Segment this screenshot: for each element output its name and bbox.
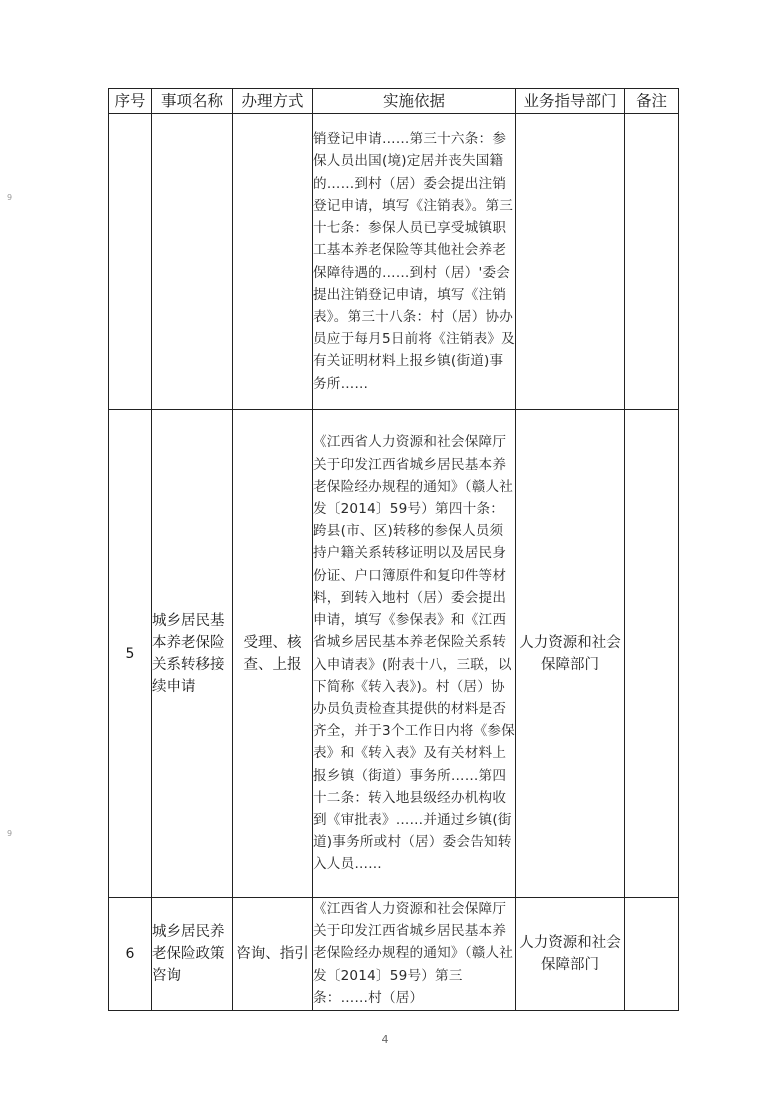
row-handling-method <box>233 114 313 410</box>
scan-edge-mark: 9 <box>7 829 13 838</box>
page-number: 4 <box>381 1033 389 1046</box>
header-item-name: 事项名称 <box>152 89 233 114</box>
row-legal-basis-text: 《江西省人力资源和社会保障厅关于印发江西省城乡居民基本养老保险经办规程的通知》（赣人社发〔2014〕59号）第三条：……村（居） <box>313 901 514 1006</box>
row-serial-number <box>109 114 152 410</box>
table-row <box>109 410 679 898</box>
row-legal-basis: 《江西省人力资源和社会保障厅关于印发江西省城乡居民基本养老保险经办规程的通知》（赣人社发〔2014〕59号）第四十条：跨县(市、区)转移的参保人员须持户籍关系转移证明以及居民身份证、户口簿原件和复印件等材料，到转入地村（居）委会提出申请，填写《参保表》和《江西省城乡居民基本养老保险关系转入申请表》(附表十八，三联，以下简称《转入表》)。村（居）协办员负责检查其提供的材料是否齐全，并于3个工作日内将《参保表》和《转入表》及有关材料上报乡镇（街道）事务所……第四十二条：转入地县级经办机构收到《审批表》……并通过乡镇(街道)事务所或村（居）委会告知转入人员…… <box>313 410 516 898</box>
table-row <box>109 114 679 410</box>
header-guidance-department: 业务指导部门 <box>516 89 625 114</box>
scan-edge-mark: 9 <box>7 193 13 202</box>
row-guidance-department: 人力资源和社会保障部门 <box>516 898 625 1011</box>
header-legal-basis: 实施依据 <box>313 89 516 114</box>
row-item-name: 城乡居民基本养老保险关系转移接续申请 <box>152 410 233 898</box>
table-header-row <box>109 89 679 114</box>
row-guidance-department <box>516 114 625 410</box>
header-handling-method: 办理方式 <box>233 89 313 114</box>
row-guidance-department: 人力资源和社会保障部门 <box>516 410 625 898</box>
row-legal-basis <box>313 898 516 1011</box>
row-remarks <box>625 898 679 1011</box>
row-serial-number: 6 <box>109 898 152 1011</box>
row-handling-method: 受理、核查、上报 <box>233 410 313 898</box>
row-remarks <box>625 410 679 898</box>
service-items-table <box>108 88 679 1011</box>
row-remarks <box>625 114 679 410</box>
row-item-name <box>152 114 233 410</box>
row-serial-number: 5 <box>109 410 152 898</box>
row-legal-basis: 销登记申请……第三十六条：参保人员出国(境)定居并丧失国籍的……到村（居）委会提出注销登记申请，填写《注销表》。第三十七条：参保人员已享受城镇职工基本养老保险等其他社会养老保障待遇的……到村（居）'委会提出注销登记申请，填写《注销表》。第三十八条：村（居）协办员应于每月5日前将《注销表》及有关证明材料上报乡镇(街道)事务所…… <box>313 114 516 410</box>
table-row <box>109 898 679 1011</box>
header-serial-number: 序号 <box>109 89 152 114</box>
row-item-name: 城乡居民养老保险政策咨询 <box>152 898 233 1011</box>
header-remarks: 备注 <box>625 89 679 114</box>
row-handling-method: 咨询、指引 <box>233 898 313 1011</box>
